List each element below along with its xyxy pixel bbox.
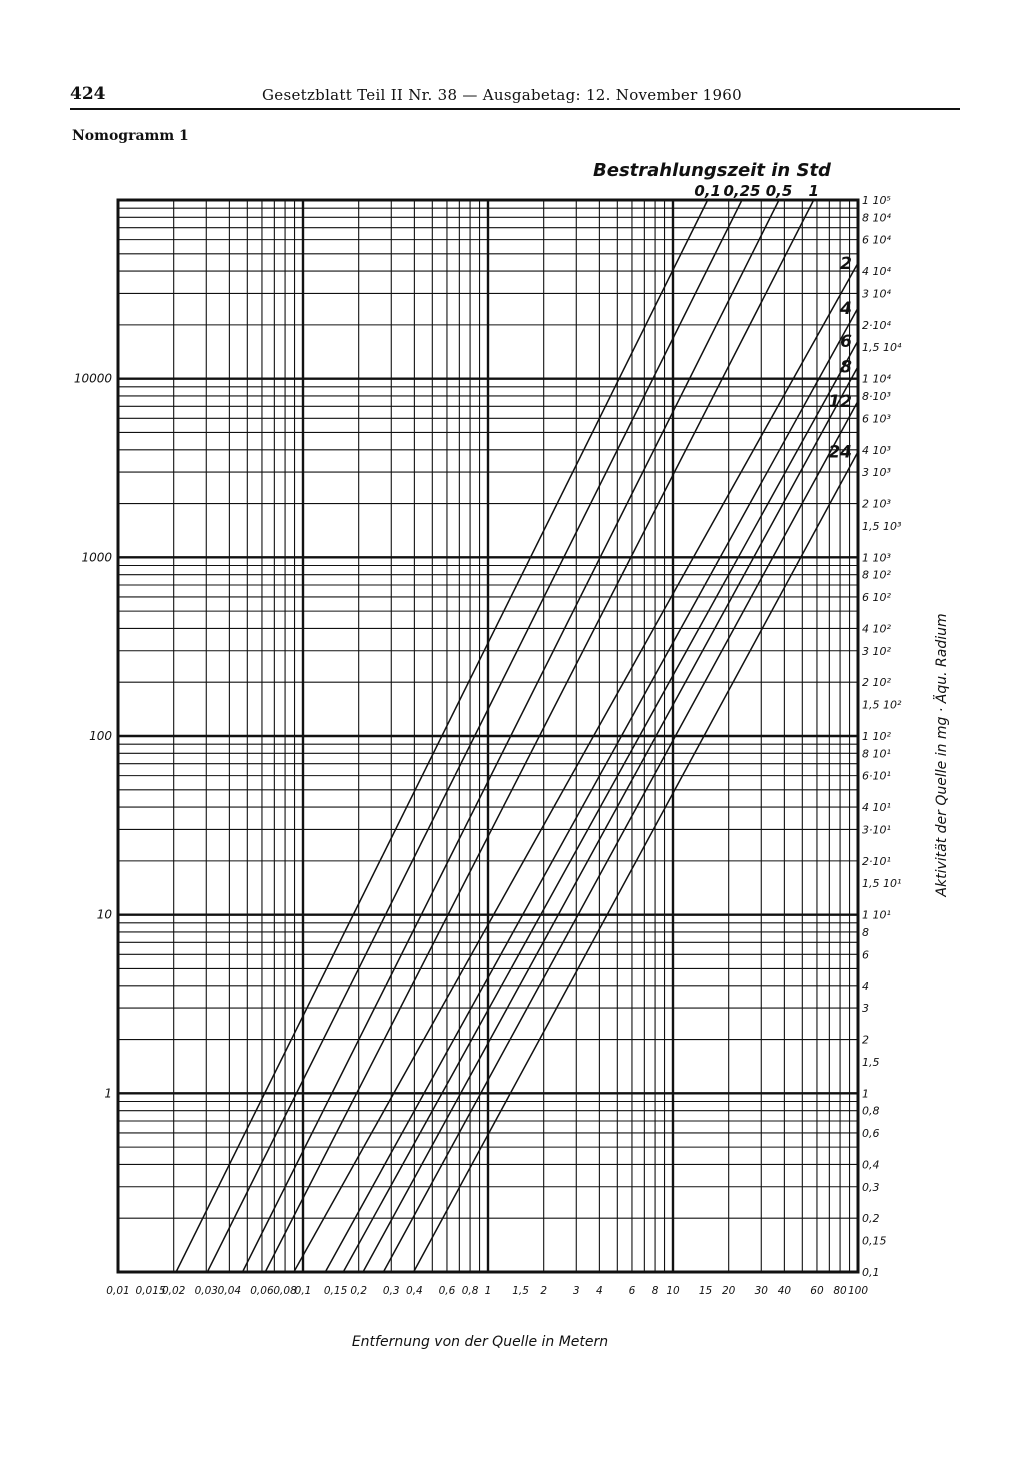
x-tick-label: 0,2 xyxy=(350,1285,368,1297)
x-tick-label: 0,8 xyxy=(461,1285,479,1297)
y-tick-label-right: 0,6 xyxy=(862,1126,880,1140)
y-tick-label-right: 0,1 xyxy=(862,1266,880,1279)
x-tick-label: 4 xyxy=(596,1285,603,1297)
y-tick-label-right: 6 10⁴ xyxy=(862,233,891,247)
y-tick-label-right: 1,5 xyxy=(862,1055,880,1069)
y-tick-label-right: 1,5 10¹ xyxy=(862,877,902,891)
x-tick-label: 20 xyxy=(722,1285,736,1297)
y-tick-label-right: 1 10⁴ xyxy=(862,372,891,386)
y-tick-label-right: 0,3 xyxy=(862,1180,880,1194)
y-tick-label-right: 6·10¹ xyxy=(862,769,891,783)
y-tick-label-right: 1 10⁵ xyxy=(862,194,891,207)
y-tick-label-right: 3 10⁴ xyxy=(862,287,891,301)
x-axis-label: Entfernung von der Quelle in Metern xyxy=(351,1334,609,1350)
y-tick-label-right: 8·10³ xyxy=(862,389,891,403)
x-tick-label: 80 xyxy=(833,1285,847,1297)
x-tick-labels xyxy=(106,1285,868,1297)
y-tick-label-right: 3 xyxy=(862,1002,869,1016)
y-tick-label-right: 3 10³ xyxy=(862,466,891,480)
x-tick-label: 0,4 xyxy=(406,1285,423,1297)
y-tick-label-right: 3·10¹ xyxy=(862,823,891,837)
y-tick-labels-left xyxy=(74,372,113,1101)
y-tick-label-right: 0,2 xyxy=(862,1212,880,1226)
x-tick-label: 40 xyxy=(777,1285,792,1297)
x-tick-label: 0,02 xyxy=(161,1285,186,1297)
y-tick-label-left: 1 xyxy=(104,1086,112,1101)
series-label: 0,5 xyxy=(765,182,793,200)
y-tick-label-right: 1 xyxy=(862,1087,869,1101)
x-tick-label: 1 xyxy=(484,1285,492,1297)
y-tick-label-right: 3 10² xyxy=(862,644,891,658)
y-tick-label-right: 6 10² xyxy=(862,590,891,604)
y-tick-label-right: 4 10⁴ xyxy=(862,265,891,279)
y-tick-label-right: 8 10² xyxy=(862,568,891,582)
y-tick-label-right: 6 xyxy=(862,948,869,962)
x-tick-label: 60 xyxy=(810,1285,824,1297)
x-tick-label: 15 xyxy=(698,1285,713,1297)
y-tick-labels-right xyxy=(862,194,902,1279)
y-tick-label-left: 100 xyxy=(89,729,112,743)
series-label: 8 xyxy=(840,357,852,378)
y-tick-label-right: 1 10¹ xyxy=(862,908,891,922)
series-label: 4 xyxy=(840,298,852,319)
series-line xyxy=(383,401,858,1272)
x-tick-label: 10 xyxy=(666,1285,680,1297)
y-axis-label: Aktivität der Quelle in mg · Äqu. Radium xyxy=(934,613,950,897)
series-line xyxy=(343,341,858,1272)
x-tick-label: 0,03 xyxy=(194,1285,218,1297)
y-tick-label-left: 10000 xyxy=(73,371,112,386)
x-tick-label: 0,15 xyxy=(323,1285,348,1297)
series-label: 0,1 xyxy=(694,182,721,200)
x-tick-label: 6 xyxy=(628,1285,636,1297)
y-tick-label-right: 0,15 xyxy=(862,1234,887,1248)
y-tick-label-right: 8 10¹ xyxy=(862,747,891,761)
y-tick-label-right: 1 10² xyxy=(862,730,891,743)
y-tick-label-right: 1 10³ xyxy=(862,551,891,565)
x-tick-label: 0,01 xyxy=(106,1285,130,1297)
y-tick-label-right: 4 10³ xyxy=(862,443,891,457)
series-label: 2 xyxy=(840,254,852,275)
y-tick-label-right: 2·10⁴ xyxy=(862,318,891,332)
x-tick-label: 0,3 xyxy=(382,1285,400,1297)
nomogram-label: Nomogramm 1 xyxy=(72,128,189,144)
y-tick-label-right: 4 10² xyxy=(862,622,891,636)
y-tick-label-right: 2 xyxy=(862,1033,869,1047)
y-tick-label-right: 1,5 10² xyxy=(862,698,902,712)
x-tick-label: 0,015 xyxy=(135,1285,166,1297)
y-tick-label-left: 1000 xyxy=(81,550,112,565)
y-tick-label-right: 2·10¹ xyxy=(862,854,891,868)
x-tick-label: 3 xyxy=(572,1285,580,1297)
x-tick-label: 0,08 xyxy=(273,1285,297,1297)
series-line xyxy=(363,366,858,1272)
series-label: 6 xyxy=(840,331,852,352)
x-tick-label: 8 xyxy=(651,1285,659,1297)
y-tick-label-right: 4 xyxy=(862,979,869,993)
y-tick-label-right: 0,4 xyxy=(862,1158,880,1172)
grid xyxy=(118,200,858,1272)
y-tick-label-right: 4 10¹ xyxy=(862,801,891,815)
x-tick-label: 2 xyxy=(540,1285,548,1297)
x-tick-label: 0,04 xyxy=(217,1285,242,1297)
y-tick-label-right: 6 10³ xyxy=(862,412,891,426)
series-label: 0,25 xyxy=(723,182,761,200)
y-tick-label-left: 10 xyxy=(96,907,112,922)
series-label: 24 xyxy=(828,442,852,463)
y-tick-label-right: 1,5 10³ xyxy=(862,519,902,533)
chart-title: Bestrahlungszeit in Std xyxy=(593,160,831,181)
y-tick-label-right: 2 10³ xyxy=(862,497,891,511)
y-tick-label-right: 0,8 xyxy=(862,1104,880,1118)
x-tick-label: 0,1 xyxy=(294,1285,312,1297)
y-tick-label-right: 1,5 10⁴ xyxy=(862,341,902,355)
x-tick-label: 0,06 xyxy=(250,1285,274,1297)
page-number: 424 xyxy=(70,84,106,104)
header-title: Gesetzblatt Teil II Nr. 38 — Ausgabetag: 12. November 1960 xyxy=(262,86,742,104)
series-label: 12 xyxy=(828,391,852,412)
y-tick-label-right: 8 10⁴ xyxy=(862,211,891,225)
series-label: 1 xyxy=(808,182,819,200)
x-tick-label: 1,5 xyxy=(512,1285,529,1297)
x-tick-label: 30 xyxy=(754,1285,768,1297)
x-tick-label: 100 xyxy=(847,1285,869,1297)
y-tick-label-right: 8 xyxy=(862,925,869,939)
x-tick-label: 0,6 xyxy=(438,1285,456,1297)
y-tick-label-right: 2 10² xyxy=(862,676,891,690)
